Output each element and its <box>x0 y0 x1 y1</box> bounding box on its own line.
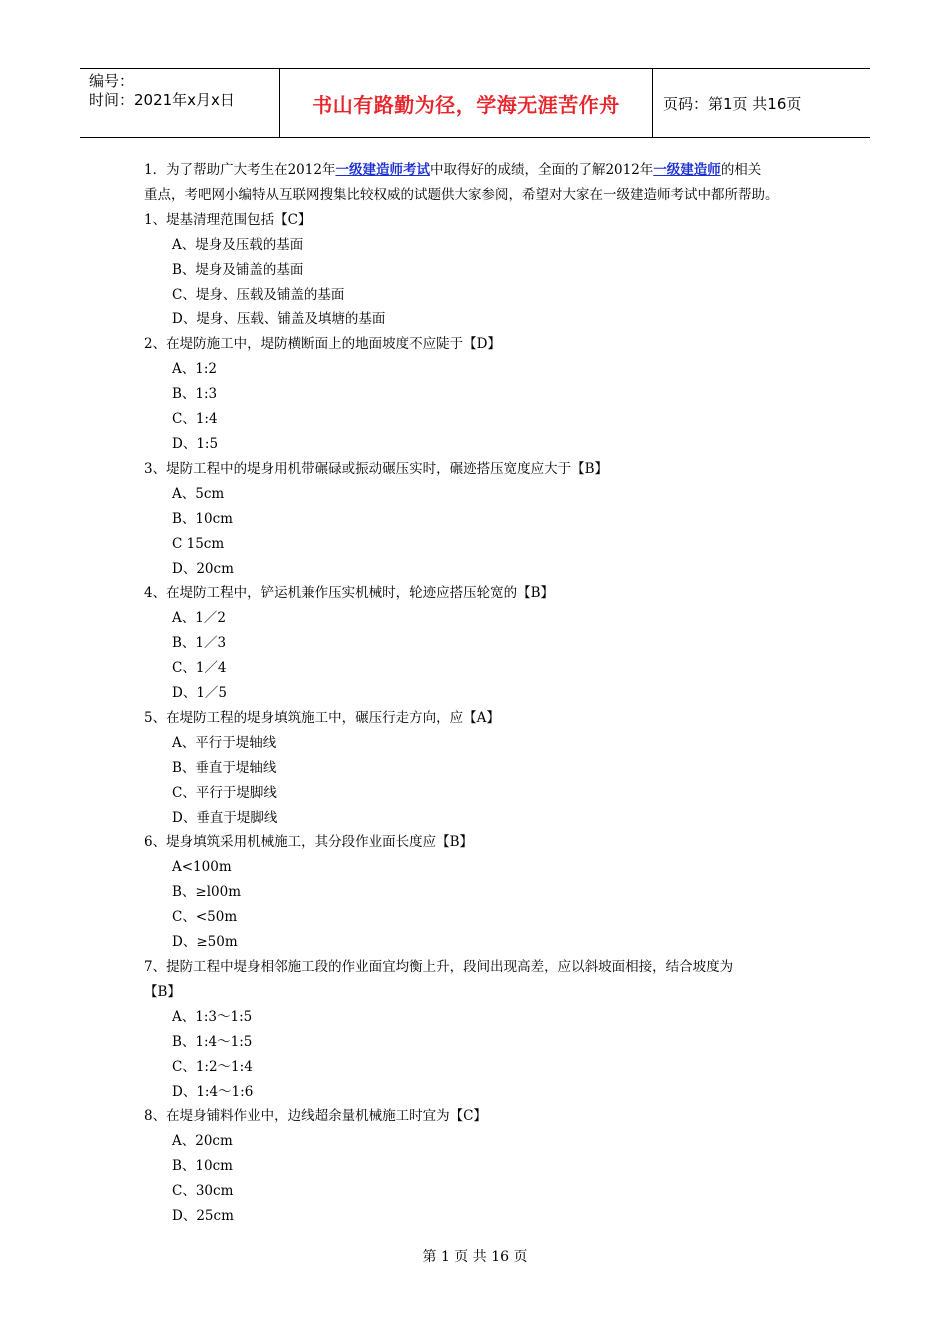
number-label: 编号： <box>89 72 135 90</box>
question-text: 4、在堤防工程中，铲运机兼作压实机械时，轮迹应搭压轮宽的【B】 <box>144 585 555 602</box>
answer-option: A、1／2 <box>172 610 226 627</box>
question-text: 7、提防工程中堤身相邻施工段的作业面宜均衡上升，段间出现高差，应以斜坡面相接，结合坡度为 <box>144 959 734 975</box>
question-text: 6、堤身填筑采用机械施工，其分段作业面长度应【B】 <box>144 834 474 851</box>
time-label: 时间：2021年x月x日 <box>89 91 235 109</box>
document-header <box>80 68 870 138</box>
question-text: 5、在堤防工程的堤身填筑施工中，碾压行走方向，应【A】 <box>144 709 500 726</box>
question-text: 8、在堤身铺料作业中，边线超余量机械施工时宜为【C】 <box>144 1108 487 1125</box>
answer-option: B、1:4～1:5 <box>172 1033 253 1050</box>
answer-option: B、≥l00m <box>172 884 242 901</box>
question-text: 1、堤基清理范围包括【C】 <box>144 211 312 228</box>
question-text: 2、在堤防施工中，堤防横断面上的地面坡度不应陡于【D】 <box>144 336 501 353</box>
answer-option: C、1:2～1:4 <box>172 1058 253 1075</box>
intro-text-1: 1．为了帮助广大考生在2012年 <box>144 162 336 178</box>
answer-option: A、1:2 <box>172 361 217 378</box>
intro-line-2: 重点，考吧网小编特从互联网搜集比较权威的试题供大家参阅，希望对大家在一级建造师考试中都所帮助。 <box>144 186 779 203</box>
answer-option: D、1:4～1:6 <box>172 1083 254 1100</box>
answer-option: D、1／5 <box>172 685 228 702</box>
answer-option: D、1:5 <box>172 435 219 452</box>
link-exam[interactable]: 一级建造师考试 <box>335 162 430 178</box>
question-list <box>144 208 824 1229</box>
answer-option: A、20cm <box>172 1133 233 1150</box>
header-motto: 书山有路勤为径，学海无涯苦作舟 <box>280 69 653 137</box>
answer-option: C、<50m <box>172 909 238 926</box>
answer-option: D、垂直于堤脚线 <box>172 809 278 826</box>
answer-option: C、1:4 <box>172 411 218 428</box>
answer-option: C、平行于堤脚线 <box>172 784 277 801</box>
answer-option: C 15cm <box>172 535 225 552</box>
answer-option: A<100m <box>172 859 232 876</box>
header-page-label: 页码：第1页 共16页 <box>663 94 802 113</box>
answer-option: B、垂直于堤轴线 <box>172 759 277 776</box>
document-body <box>144 158 824 1229</box>
link-constructor[interactable]: 一级建造师 <box>653 162 721 178</box>
answer-option: D、≥50m <box>172 934 238 951</box>
answer-option: A、堤身及压载的基面 <box>172 236 304 253</box>
answer-option: C、1／4 <box>172 660 227 677</box>
page-footer: 第 1 页 共 16 页 <box>422 1249 528 1265</box>
answer-option: C、堤身、压载及铺盖的基面 <box>172 286 345 303</box>
answer-option: D、20cm <box>172 560 234 577</box>
answer-option: B、10cm <box>172 1158 233 1175</box>
header-meta <box>80 69 280 137</box>
intro-text-3: 的相关 <box>720 162 762 178</box>
answer-option: A、平行于堤轴线 <box>172 734 277 751</box>
answer-option: C、30cm <box>172 1183 234 1200</box>
intro-text-2: 中取得好的成绩，全面的了解2012年 <box>429 162 654 178</box>
answer-option: A、1:3～1:5 <box>172 1008 253 1025</box>
answer-option: D、25cm <box>172 1208 234 1225</box>
answer-option: B、堤身及铺盖的基面 <box>172 261 304 278</box>
answer-option: B、1:3 <box>172 386 218 403</box>
question-answer-continued: 【B】 <box>144 983 181 1000</box>
intro-line-1 <box>144 158 824 183</box>
answer-option: B、1／3 <box>172 635 227 652</box>
answer-option: B、10cm <box>172 510 233 527</box>
answer-option: D、堤身、压载、铺盖及填塘的基面 <box>172 311 386 328</box>
question-text: 3、堤防工程中的堤身用机带碾碌或振动碾压实时，碾迹搭压宽度应大于【B】 <box>144 460 609 477</box>
answer-option: A、5cm <box>172 485 225 502</box>
